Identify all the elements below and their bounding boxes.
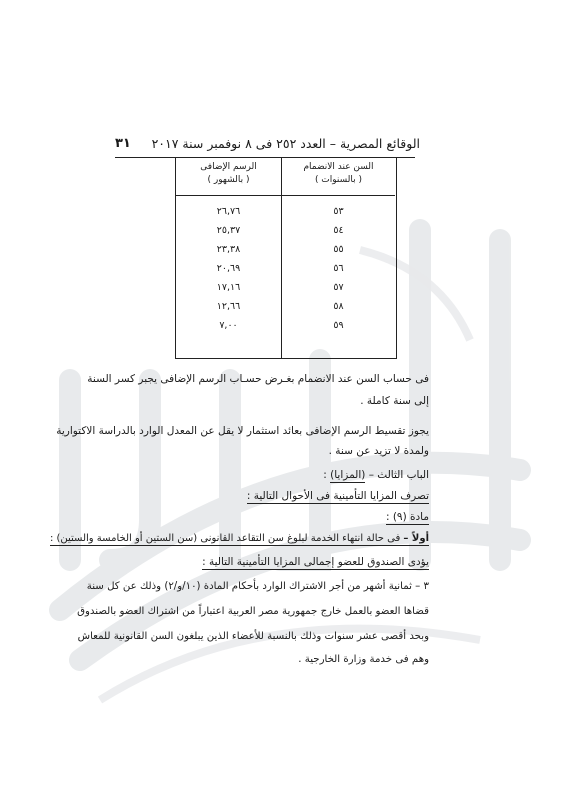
table-cell-age: ٥٩ — [333, 320, 344, 331]
table-cell-age: ٥٧ — [333, 282, 344, 293]
paragraph-age-rounding-cont: إلى سنة كاملة . — [360, 395, 429, 407]
fee-header-line2: ( بالشهور ) — [207, 175, 250, 185]
article-label: مادة (٩) : — [385, 511, 429, 523]
age-column — [282, 205, 395, 333]
chapter-prefix: الباب الثالث – — [368, 469, 429, 481]
age-header-line2: ( بالسنوات ) — [314, 175, 363, 185]
fund-statement-text: يؤدى الصندوق للعضو إجمالى المزايا التأمينية التالية : — [202, 556, 429, 568]
table-cell-age: ٥٥ — [333, 244, 344, 255]
first-case-text: فى حالة انتهاء الخدمة لبلوغ سن التقاعد القانونى (سن الستين أو الخامسة والستين) : — [49, 533, 401, 544]
table-cell-fee: ١٢,٦٦ — [216, 301, 241, 312]
article-heading — [386, 508, 429, 526]
page-number: ٣١ — [115, 136, 131, 151]
table-cell-age: ٥٦ — [333, 263, 344, 274]
fee-column-header — [176, 161, 281, 187]
first-case — [50, 530, 429, 548]
first-case-underline — [50, 533, 429, 546]
table-cell-fee: ٢٥,٣٧ — [216, 225, 241, 236]
table-cell-fee: ٢٠,٦٩ — [216, 263, 241, 274]
table-cell-fee: ٢٦,٧٦ — [216, 206, 241, 217]
benefits-intro — [247, 487, 429, 505]
item3-line2: قضاها العضو بالعمل خارج جمهورية مصر العربية اعتباراً من اشتراك العضو بالصندوق — [77, 606, 429, 617]
table-cell-fee: ٧,٠٠ — [219, 320, 238, 331]
table-cell-age: ٥٤ — [333, 225, 344, 236]
age-header-line1: السن عند الانضمام — [303, 162, 374, 172]
item3-line1: ٣ – ثمانية أشهر من أجر الاشتراك الوارد بأحكام المادة (١٠/و/٢) وذلك عن كل سنة — [86, 581, 429, 592]
fee-column — [176, 205, 281, 333]
table-cell-fee: ١٧,١٦ — [216, 282, 241, 293]
first-case-label: أولاً – — [403, 533, 429, 544]
fee-header-line1: الرسم الإضافى — [200, 162, 257, 172]
chapter-title: (المزايا) — [330, 469, 366, 481]
item3-line3: وبحد أقصى عشر سنوات وذلك بالنسبة للأعضاء الذين يبلغون السن القانونية للمعاش — [77, 631, 429, 642]
chapter-heading — [323, 466, 429, 484]
paragraph-installments-cont: ولمدة لا تزيد عن سنة . — [328, 445, 429, 457]
table-header-divider — [175, 195, 395, 196]
table-cell-age: ٥٨ — [333, 301, 344, 312]
chapter-suffix: : — [323, 469, 327, 481]
paragraph-age-rounding: فى حساب السن عند الانضمام بغـرض حسـاب الرسم الإضافى يجبر كسر السنة — [87, 373, 429, 385]
paragraph-installments: يجوز تقسيط الرسم الإضافى بعائد استثمار لا يقل عن المعدل الوارد بالدراسة الاكتوارية — [56, 425, 429, 437]
table-cell-fee: ٢٣,٣٨ — [216, 244, 241, 255]
item3-line4: وهم فى خدمة وزارة الخارجية . — [298, 654, 429, 665]
fund-statement — [202, 553, 429, 571]
benefits-intro-text: تصرف المزايا التأمينية فى الأحوال التالية : — [246, 490, 429, 502]
table-cell-age: ٥٣ — [333, 206, 344, 217]
age-column-header — [282, 161, 395, 187]
gazette-header: الوقائع المصرية – العدد ٢٥٢ فى ٨ نوفمبر سنة ٢٠١٧ — [151, 136, 420, 151]
